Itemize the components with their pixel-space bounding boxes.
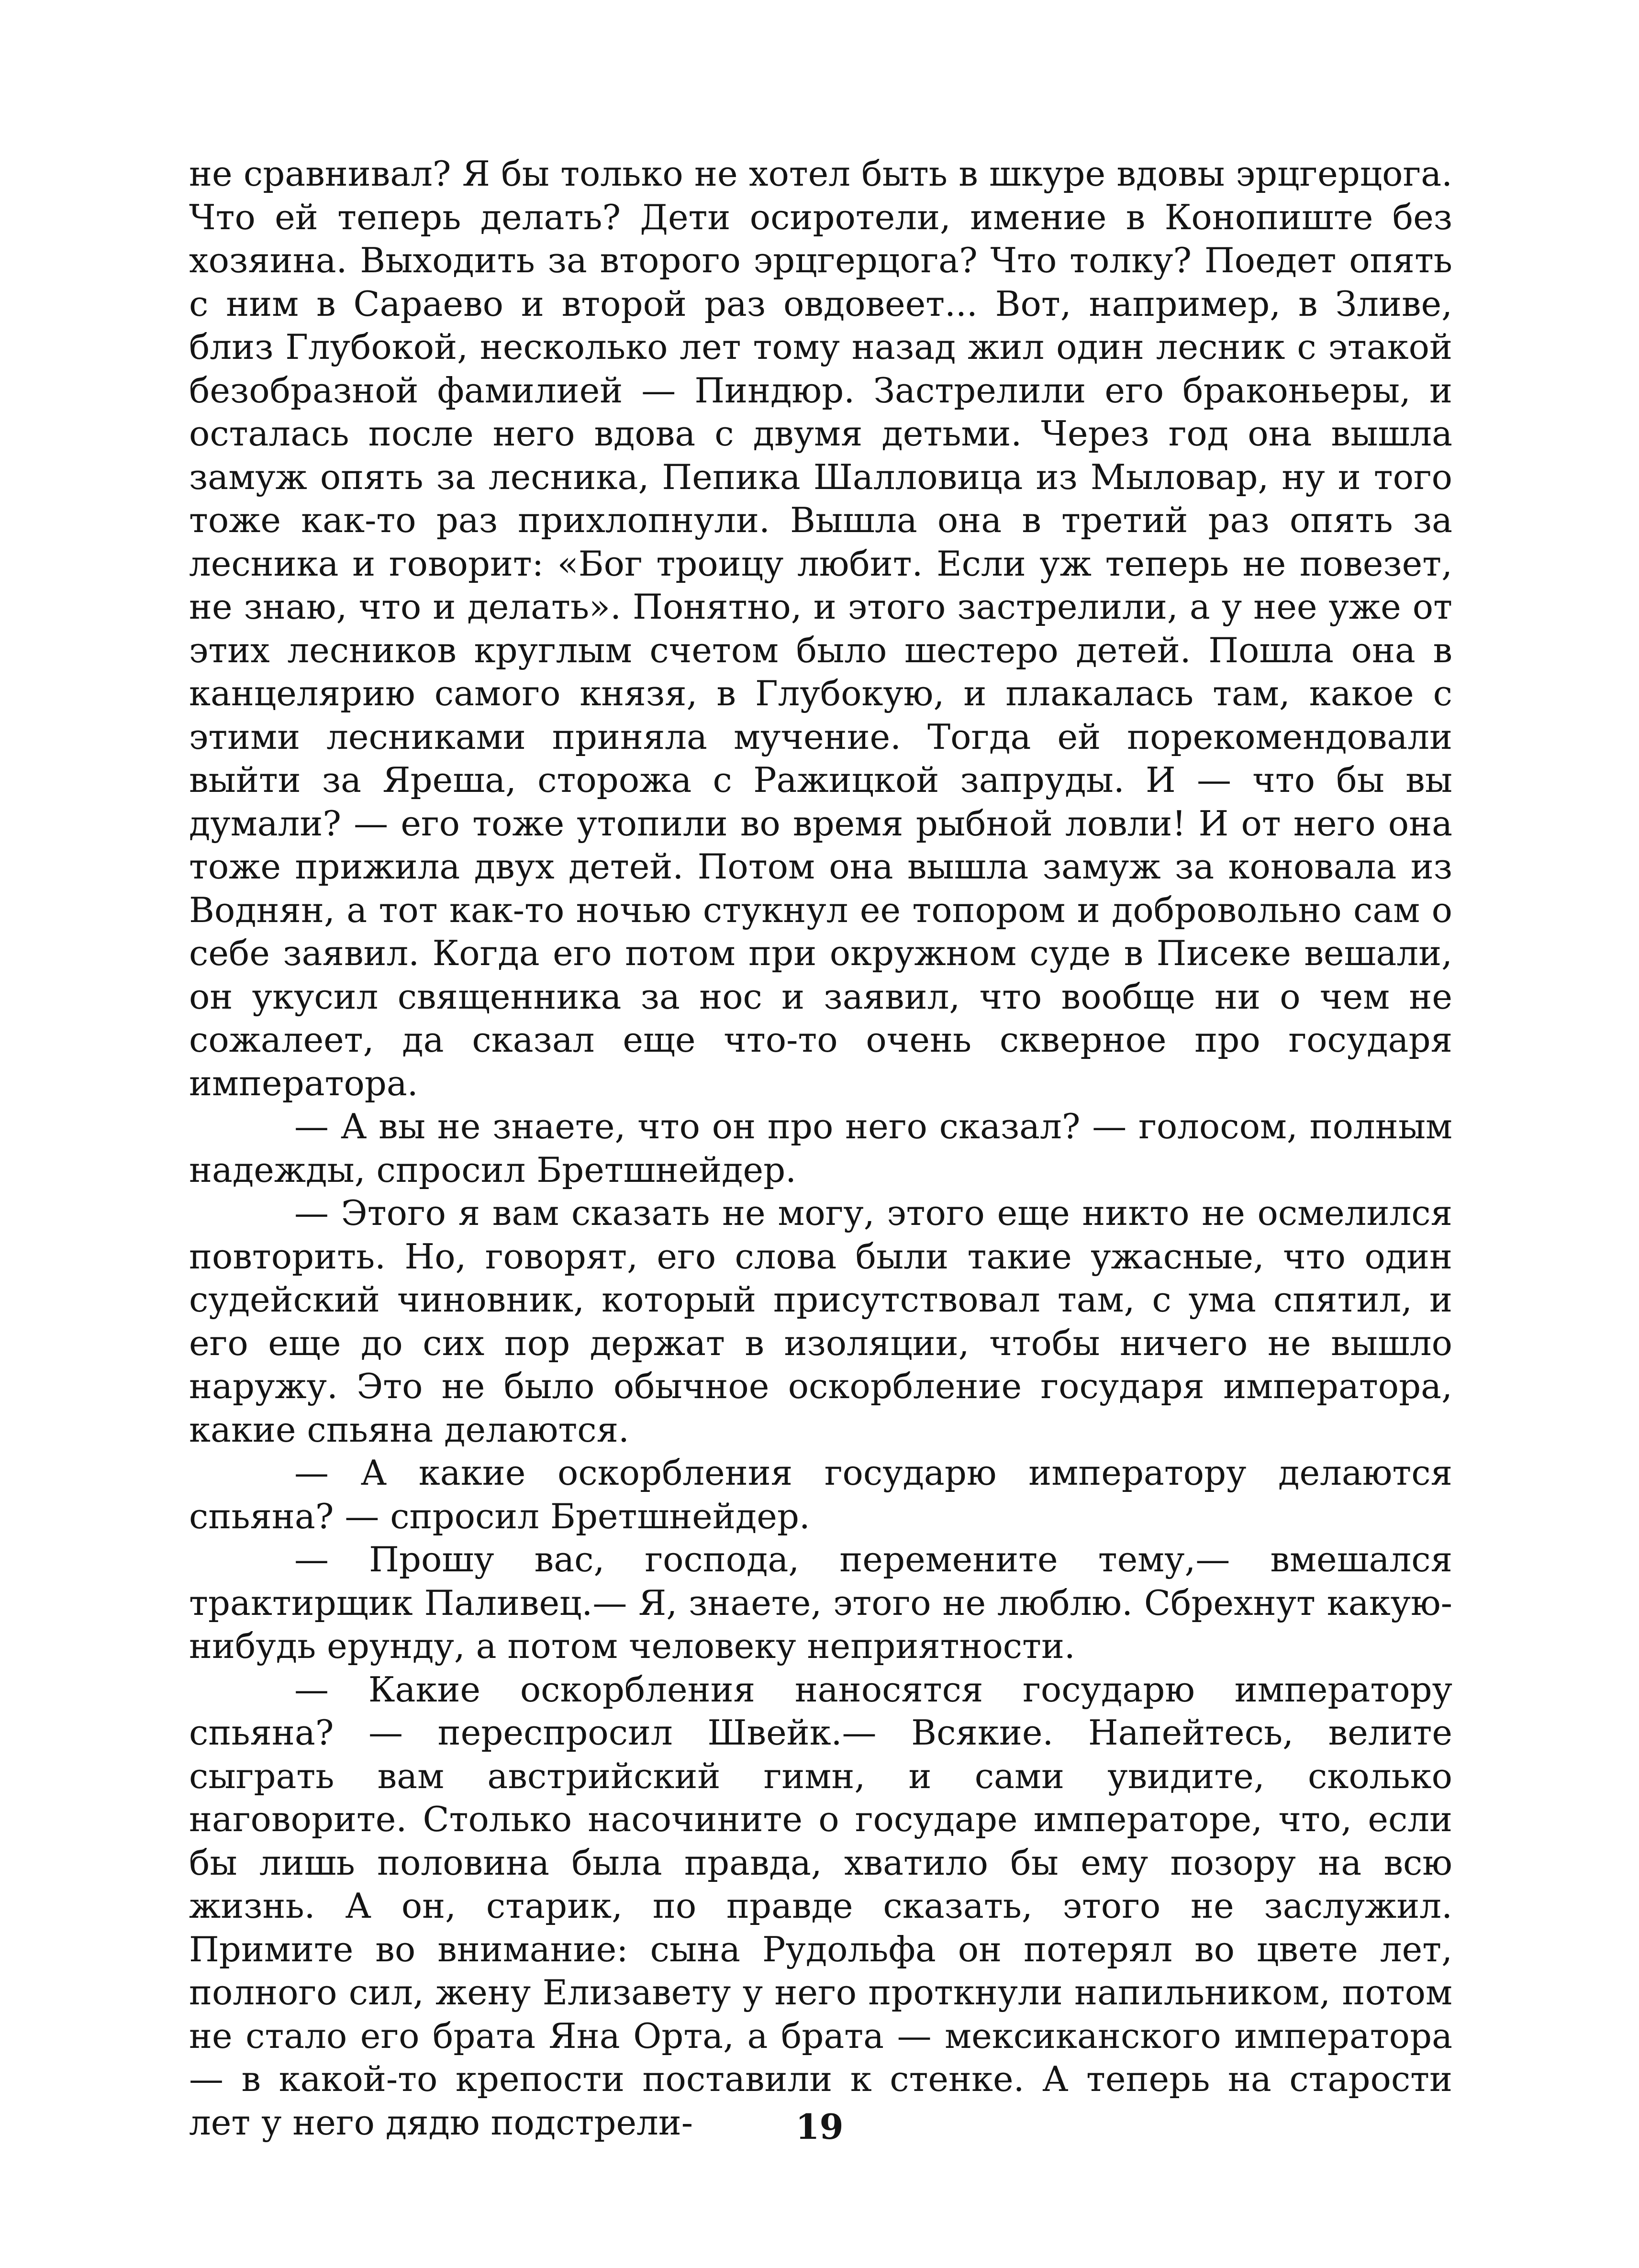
paragraph: — А вы не знаете, что он про него сказал? — голосом, полным надежды, спросил Бретшнейдер. — [189, 1106, 1452, 1190]
body-text — [189, 152, 1452, 2144]
paragraph: — Этого я вам сказать не могу, этого еще никто не осмелился повторить. Но, говорят, его слова были такие ужасные, что один судейский чиновник, который присутствовал там, с ума спятил, и его еще до сих пор держат в изоляции, чтобы ничего не вышло наружу. Это не было обычное оскорбление государя императора, какие спьяна делаются. — [189, 1193, 1452, 1450]
paragraph: — Какие оскорбления наносятся государю императору спьяна? — переспросил Швейк.— Всякие. Напейтесь, велите сыграть вам австрийский гимн, и сами увидите, сколько наговорите. Столько насочините о государе императоре, что, если бы лишь половина была правда, хватило бы ему позору на всю жизнь. А он, старик, по правде сказать, этого не заслужил. Примите во внимание: сына Рудольфа он потерял во цвете лет, полного сил, жену Елизавету у него проткнули напильником, потом не стало его брата Яна Орта, а брата — мексиканского императора — в какой-то крепости поставили к стенке. А теперь на старости лет у него дядю подстрели- — [189, 1669, 1452, 2143]
paragraph: не сравнивал? Я бы только не хотел быть в шкуре вдовы эрцгерцога. Что ей теперь делать? Дети осиротели, имение в Конопиште без хозяина. Выходить за второго эрцгерцога? Что толку? Поедет опять с ним в Сараево и второй раз овдовеет... Вот, например, в Зливе, близ Глубокой, несколько лет тому назад жил один лесник с этакой безобразной фамилией — Пиндюр. Застрелили его браконьеры, и осталась после него вдова с двумя детьми. Через год она вышла замуж опять за лесника, Пепика Шалловица из Мыловар, ну и того тоже как-то раз прихлопнули. Вышла она в третий раз опять за лесника и говорит: «Бог троицу любит. Если уж теперь не повезет, не знаю, что и делать». Понятно, и этого застрелили, а у нее уже от этих лесников круглым счетом было шестеро детей. Пошла она в канцелярию самого князя, в Глубокую, и плакалась там, какое с этими лесниками приняла мучение. Тогда ей порекомендовали выйти за Яреша, сторожа с Ражицкой запруды. И — что бы вы думали? — его тоже утопили во время рыбной ловли! И от него она тоже прижила двух детей. Потом она вышла замуж за коновала из Воднян, а тот как-то ночью стукнул ее топором и добровольно сам о себе заявил. Когда его потом при окружном суде в Писеке вешали, он укусил священника за нос и заявил, что вообще ни о чем не сожалеет, да сказал еще что-то очень скверное про государя императора. — [189, 154, 1452, 1103]
paragraph: — Прошу вас, господа, перемените тему,— вмешался трактирщик Паливец.— Я, знаете, этого не люблю. Сбрехнут какую-нибудь ерунду, а потом человеку неприятности. — [189, 1539, 1452, 1666]
paragraph: — А какие оскорбления государю императору делаются спьяна? — спросил Бретшнейдер. — [189, 1453, 1452, 1536]
page-number: 19 — [795, 2106, 844, 2147]
